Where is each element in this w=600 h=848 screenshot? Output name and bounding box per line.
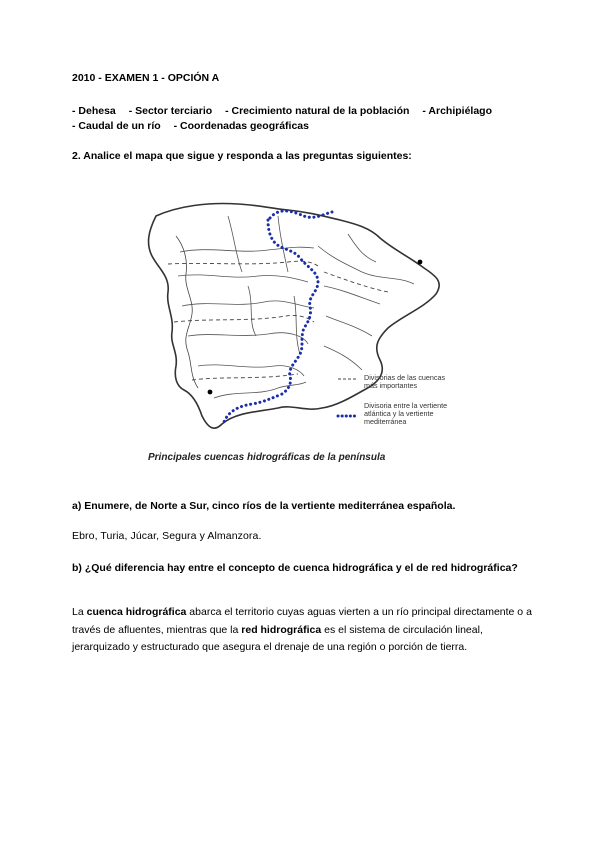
atlantic-mediterranean-divide [224,211,332,422]
legend-atlantic-label-2: atlántica y la vertiente [364,409,434,418]
topic-item: - Crecimiento natural de la población [225,105,410,117]
portugal-border [176,236,198,388]
map-legend [338,373,447,426]
question-a: a) Enumere, de Norte a Sur, cinco ríos de la vertiente mediterránea española. [72,500,456,512]
topic-item: - Archipiélago [422,105,492,117]
answer-b-text: abarca el territorio cuyas aguas vierten a un río principal directamente o a través de afluentes, mientras que la [72,606,532,636]
answer-b-term: red hidrográfica [241,623,322,636]
map-caption: Principales cuencas hidrográficas de la península [148,452,386,463]
answer-b-text: La [72,606,87,618]
answer-a: Ebro, Turia, Júcar, Segura y Almanzora. [72,530,262,542]
iberian-basins-map [118,176,504,468]
legend-atlantic-label-1: Divisoria entre la vertiente [364,401,448,410]
legend-divide-label-1: Divisorias de las cuencas [364,373,446,382]
basin-divides [168,261,388,380]
topics-line-1 [72,104,502,119]
topic-item: - Caudal de un río [72,120,161,132]
question-2: 2. Analice el mapa que sigue y responda a las preguntas siguientes: [72,150,412,162]
answer-b-term: cuenca hidrográfica [86,606,187,618]
topic-item: - Sector terciario [128,105,213,117]
topics-list [72,104,502,134]
legend-divide-label-2: más importantes [364,381,418,390]
topics-line-2 [72,119,502,134]
answer-b-text: es el sistema de circulación lineal, jerarquizado y estructurado que asegura el drenaje de una región o porción de tierra. [72,623,483,653]
exam-header: 2010 - EXAMEN 1 - OPCIÓN A [72,72,220,84]
answer-b [72,604,534,657]
rivers [178,216,414,398]
topic-item: - Coordenadas geográficas [173,120,309,132]
question-b: b) ¿Qué diferencia hay entre el concepto de cuenca hidrográfica y el de red hidrográfica? [72,562,518,574]
legend-atlantic-label-3: mediterránea [364,417,407,426]
city-dot [208,390,213,395]
topic-item: - Dehesa [72,105,116,117]
city-dot [418,260,423,265]
